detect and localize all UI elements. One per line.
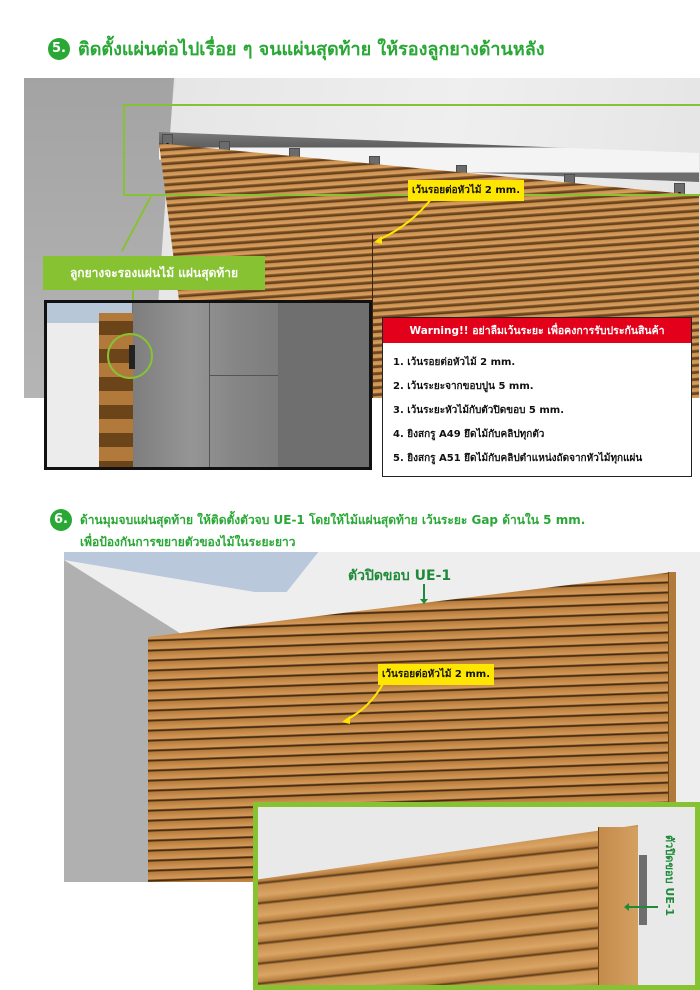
step-5-heading bbox=[48, 34, 545, 63]
step-6-title-line2: เพื่อป้องกันการขยายตัวของไม้ในระยะยาว bbox=[80, 535, 296, 549]
step-number-badge: 5. bbox=[48, 38, 70, 60]
warning-item: 3. เว้นระยะหัวไม้กับตัวปิดขอบ 5 mm. bbox=[393, 405, 565, 416]
highlight-circle bbox=[107, 333, 153, 379]
seam-line bbox=[209, 303, 210, 470]
rubber-pad-label: ลูกยางจะรองแผ่นไม้ แผ่นสุดท้าย bbox=[43, 256, 265, 290]
warning-item: 2. เว้นระยะจากขอบปูน 5 mm. bbox=[393, 381, 534, 392]
inset-edge-trim-label: ตัวปิดขอบ UE-1 bbox=[663, 835, 676, 917]
wood-slats-closeup bbox=[258, 825, 638, 990]
step-6-heading bbox=[50, 509, 585, 553]
step-number-badge: 6. bbox=[50, 509, 72, 531]
callout-arrow-icon bbox=[370, 196, 440, 246]
warning-item: 5. ยิงสกรู A51 ยึดไม้กับคลิปตำแหน่งถัดจากหัวไม้ทุกแผ่น bbox=[393, 453, 643, 464]
warning-item: 4. ยิงสกรู A49 ยึดไม้กับคลิปทุกตัว bbox=[393, 429, 545, 440]
edge-trim-label: ตัวปิดขอบ UE-1 bbox=[348, 568, 452, 584]
warning-box bbox=[382, 317, 692, 477]
concrete-wall bbox=[278, 303, 372, 470]
panel-joint-line bbox=[372, 233, 373, 398]
warning-item: 1. เว้นรอยต่อหัวไม้ 2 mm. bbox=[393, 357, 516, 368]
arrow-down-icon bbox=[423, 584, 425, 600]
edge-trim-closeup bbox=[598, 827, 638, 990]
warning-header: Warning!! อย่าลืมเว้นระยะ เพื่อคงการรับประกันสินค้า bbox=[383, 318, 691, 343]
warning-list bbox=[383, 343, 691, 479]
seam-line bbox=[209, 375, 279, 376]
rubber-pad-detail-inset bbox=[44, 300, 372, 470]
steel-surface bbox=[133, 303, 278, 470]
joint-gap-callout: เว้นรอยต่อหัวไม้ 2 mm. bbox=[408, 180, 524, 201]
step-5-title: ติดตั้งแผ่นต่อไปเรื่อย ๆ จนแผ่นสุดท้าย ให้รองลูกยางด้านหลัง bbox=[78, 39, 545, 60]
callout-arrow-icon bbox=[340, 680, 400, 726]
edge-trim-detail-inset bbox=[253, 802, 700, 990]
step-6-title-line1: ด้านมุมจบแผ่นสุดท้าย ให้ติดตั้งตัวจบ UE-1 โดยให้ไม้แผ่นสุดท้าย เว้นระยะ Gap ด้านใน 5 mm. bbox=[80, 513, 586, 527]
arrow-left-icon bbox=[628, 906, 658, 908]
steel-frame-edge bbox=[639, 855, 647, 925]
joint-gap-callout: เว้นรอยต่อหัวไม้ 2 mm. bbox=[378, 664, 494, 685]
